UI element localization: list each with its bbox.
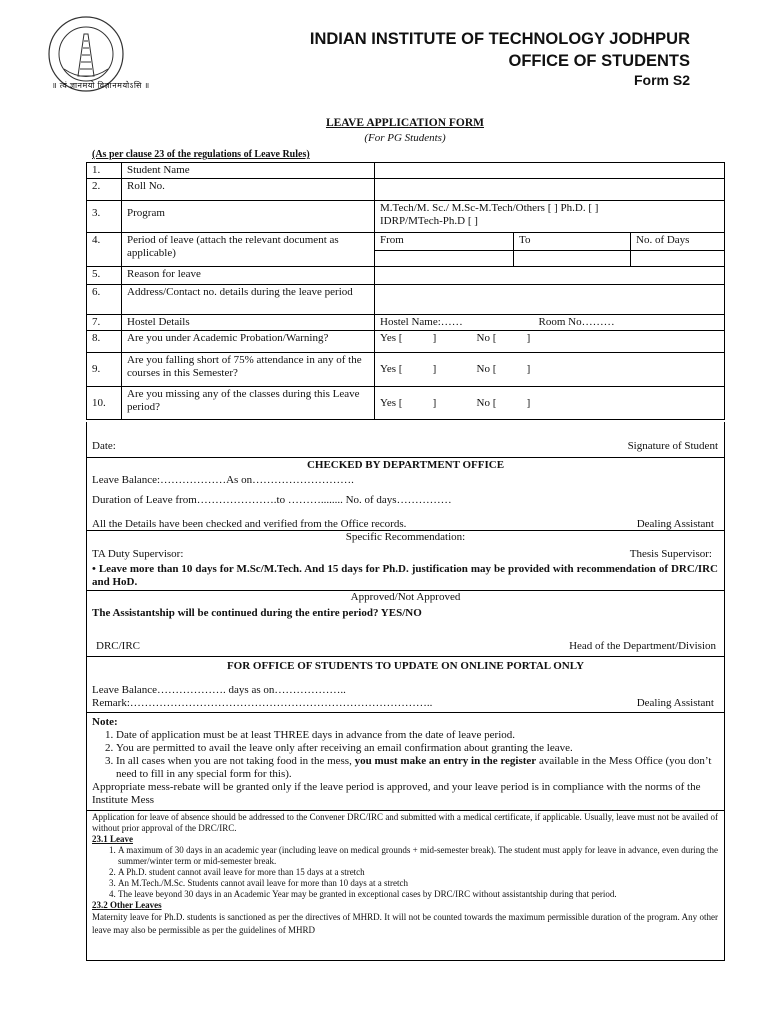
note-emphasis: you must make an entry in the register <box>354 755 537 767</box>
row-label: Are you missing any of the classes during this Leave period? <box>122 387 375 420</box>
program-field[interactable] <box>375 201 725 233</box>
office-remark: Remark:……………………………………………………………………….. <box>92 697 433 709</box>
assistantship-question: The Assistantship will be continued during the entire period? YES/NO <box>92 607 422 619</box>
thesis-supervisor-label: Thesis Supervisor: <box>629 548 712 560</box>
no-option[interactable]: No [ ] <box>476 332 531 344</box>
note-item: 2. You are permitted to avail the leave only after receiving an email confirmation about granting the leave. <box>116 742 718 755</box>
mess-rebate-note: Appropriate mess-rebate will be granted only if the leave period is approved, and your leave period is in compliance with the norms of the Institute Mess <box>92 781 701 806</box>
recommendation-text: Leave more than 10 days for M.Sc/M.Tech. And 15 days for Ph.D. justification may be provided with recommendation of DRC/IRC and HoD. <box>92 563 718 588</box>
table-row <box>87 267 725 285</box>
rule-item: 1. A maximum of 30 days in an academic year (including leave on medical grounds + mid-semester break). The student must apply for leave in advance, even during the summer/winter term or mid-semester break. <box>118 845 718 867</box>
leave-rules-list <box>92 845 718 900</box>
bullet-icon: • <box>92 563 96 575</box>
leave-rules-heading: 23.1 Leave <box>92 834 133 844</box>
address-field[interactable] <box>375 285 725 315</box>
other-leaves-heading: 23.2 Other Leaves <box>92 900 162 910</box>
application-table <box>86 162 725 420</box>
missing-classes-answer[interactable] <box>375 387 725 420</box>
notes <box>92 716 718 807</box>
row-number: 9. <box>87 353 122 387</box>
program-options: M.Tech/M. Sc./ M.Sc-M.Tech/Others [ ] Ph.D. [ ] <box>380 202 599 214</box>
table-row <box>87 331 725 353</box>
drc-irc-label: DRC/IRC <box>96 640 141 652</box>
office-name: OFFICE OF STUDENTS <box>508 52 690 70</box>
row-label: Are you under Academic Probation/Warning? <box>122 331 375 353</box>
table-row <box>87 233 725 251</box>
student-signature-label: Signature of Student <box>627 440 718 452</box>
note-text: available in the Mess Office (you don’t need to fill in any special form for this). <box>116 755 712 780</box>
row-number: 1. <box>87 163 122 179</box>
program-options-2: IDRP/MTech-Ph.D [ ] <box>380 215 478 227</box>
institute-logo <box>40 14 132 106</box>
note-item: 1. Date of application must be at least THREE days in advance from the date of leave period. <box>116 729 718 742</box>
row-label: Student Name <box>122 163 375 179</box>
verification-statement: All the Details have been checked and verified from the Office records. <box>92 518 407 530</box>
room-no: Room No……… <box>538 316 615 328</box>
ta-supervisor-label: TA Duty Supervisor: <box>92 548 184 560</box>
table-row <box>87 387 725 420</box>
row-label: Program <box>122 201 375 233</box>
row-label: Roll No. <box>122 179 375 201</box>
department-heading: CHECKED BY DEPARTMENT OFFICE <box>306 459 505 471</box>
days-header: No. of Days <box>631 233 725 251</box>
table-row <box>87 285 725 315</box>
table-row <box>87 201 725 233</box>
rules-intro: Application for leave of absence should be addressed to the Convener DRC/IRC and submitted with a medical certificate, if applicable. Usually, leave must not be availed of without prior approval of the DRC/IRC. <box>92 812 718 833</box>
table-row <box>87 353 725 387</box>
other-leaves-text: Maternity leave for Ph.D. students is sanctioned as per the directives of MHRD. It will not be counted towards the maximum permissible duration of the program. Any other leave may also be permissible as per the guidelines of MHRD <box>92 912 718 935</box>
roll-no-field[interactable] <box>375 179 725 201</box>
no-option[interactable]: No [ ] <box>476 363 531 375</box>
row-number: 10. <box>87 387 122 420</box>
hostel-name: Hostel Name:…… <box>380 316 463 328</box>
row-number: 2. <box>87 179 122 201</box>
from-field[interactable] <box>375 251 514 267</box>
rule-item: 4. The leave beyond 30 days in an Academic Year may be granted in exceptional cases by DRC/IRC without assistantship during that period. <box>118 889 718 900</box>
row-label: Hostel Details <box>122 315 375 331</box>
no-option[interactable]: No [ ] <box>476 396 531 409</box>
yes-option[interactable]: Yes [ ] <box>380 363 437 375</box>
form-number: Form S2 <box>633 72 690 88</box>
row-number: 5. <box>87 267 122 285</box>
form-subtitle: (For PG Students) <box>364 132 446 144</box>
table-row <box>87 315 725 331</box>
row-label: Are you falling short of 75% attendance in any of the courses in this Semester? <box>122 353 375 387</box>
reason-field[interactable] <box>375 267 725 285</box>
row-number: 7. <box>87 315 122 331</box>
row-number: 4. <box>87 233 122 267</box>
office-dealing-assistant: Dealing Assistant <box>636 697 714 709</box>
dealing-assistant-label: Dealing Assistant <box>636 518 714 530</box>
attendance-answer[interactable] <box>375 353 725 387</box>
leave-rules <box>92 812 718 937</box>
office-leave-balance: Leave Balance………………. days as on……………….. <box>92 684 346 696</box>
row-label: Reason for leave <box>122 267 375 285</box>
probation-answer[interactable] <box>375 331 725 353</box>
from-header: From <box>375 233 514 251</box>
office-heading: FOR OFFICE OF STUDENTS TO UPDATE ON ONLINE PORTAL ONLY <box>226 660 585 672</box>
student-name-field[interactable] <box>375 163 725 179</box>
specific-recommendation-label: Specific Recommendation: <box>345 531 466 543</box>
leave-balance-line: Leave Balance:………………As on………………………. <box>92 474 354 486</box>
row-number: 6. <box>87 285 122 315</box>
to-field[interactable] <box>514 251 631 267</box>
note-item <box>116 755 718 781</box>
recommendation-note <box>92 563 718 589</box>
form-title: LEAVE APPLICATION FORM <box>325 117 485 129</box>
note-text: In all cases when you are not taking food in the mess, <box>116 755 355 767</box>
notes-heading: Note: <box>92 716 118 728</box>
rule-item: 2. A Ph.D. student cannot avail leave for more than 15 days at a stretch <box>118 867 718 878</box>
hod-label: Head of the Department/Division <box>569 640 716 652</box>
table-row <box>87 163 725 179</box>
row-number: 3. <box>87 201 122 233</box>
row-label: Address/Contact no. details during the leave period <box>122 285 375 315</box>
yes-option[interactable]: Yes [ ] <box>380 332 437 344</box>
notes-list <box>92 729 718 781</box>
days-field[interactable] <box>631 251 725 267</box>
table-row <box>87 179 725 201</box>
logo-motto: ॥ त्वं ज्ञानमयो विज्ञानमयोऽसि ॥ <box>52 81 150 90</box>
yes-option[interactable]: Yes [ ] <box>380 396 437 409</box>
date-label: Date: <box>92 440 116 452</box>
row-label: Period of leave (attach the relevant document as applicable) <box>122 233 375 267</box>
hostel-field[interactable] <box>375 315 725 331</box>
clause-reference: (As per clause 23 of the regulations of Leave Rules) <box>92 149 310 160</box>
row-number: 8. <box>87 331 122 353</box>
leave-duration-line: Duration of Leave from………………….to ………........ No. of days…………… <box>92 494 452 506</box>
to-header: To <box>514 233 631 251</box>
institute-name: INDIAN INSTITUTE OF TECHNOLOGY JODHPUR <box>309 30 690 48</box>
rule-item: 3. An M.Tech./M.Sc. Students cannot avail leave for more than 10 days at a stretch <box>118 878 718 889</box>
approval-status: Approved/Not Approved <box>350 591 461 603</box>
